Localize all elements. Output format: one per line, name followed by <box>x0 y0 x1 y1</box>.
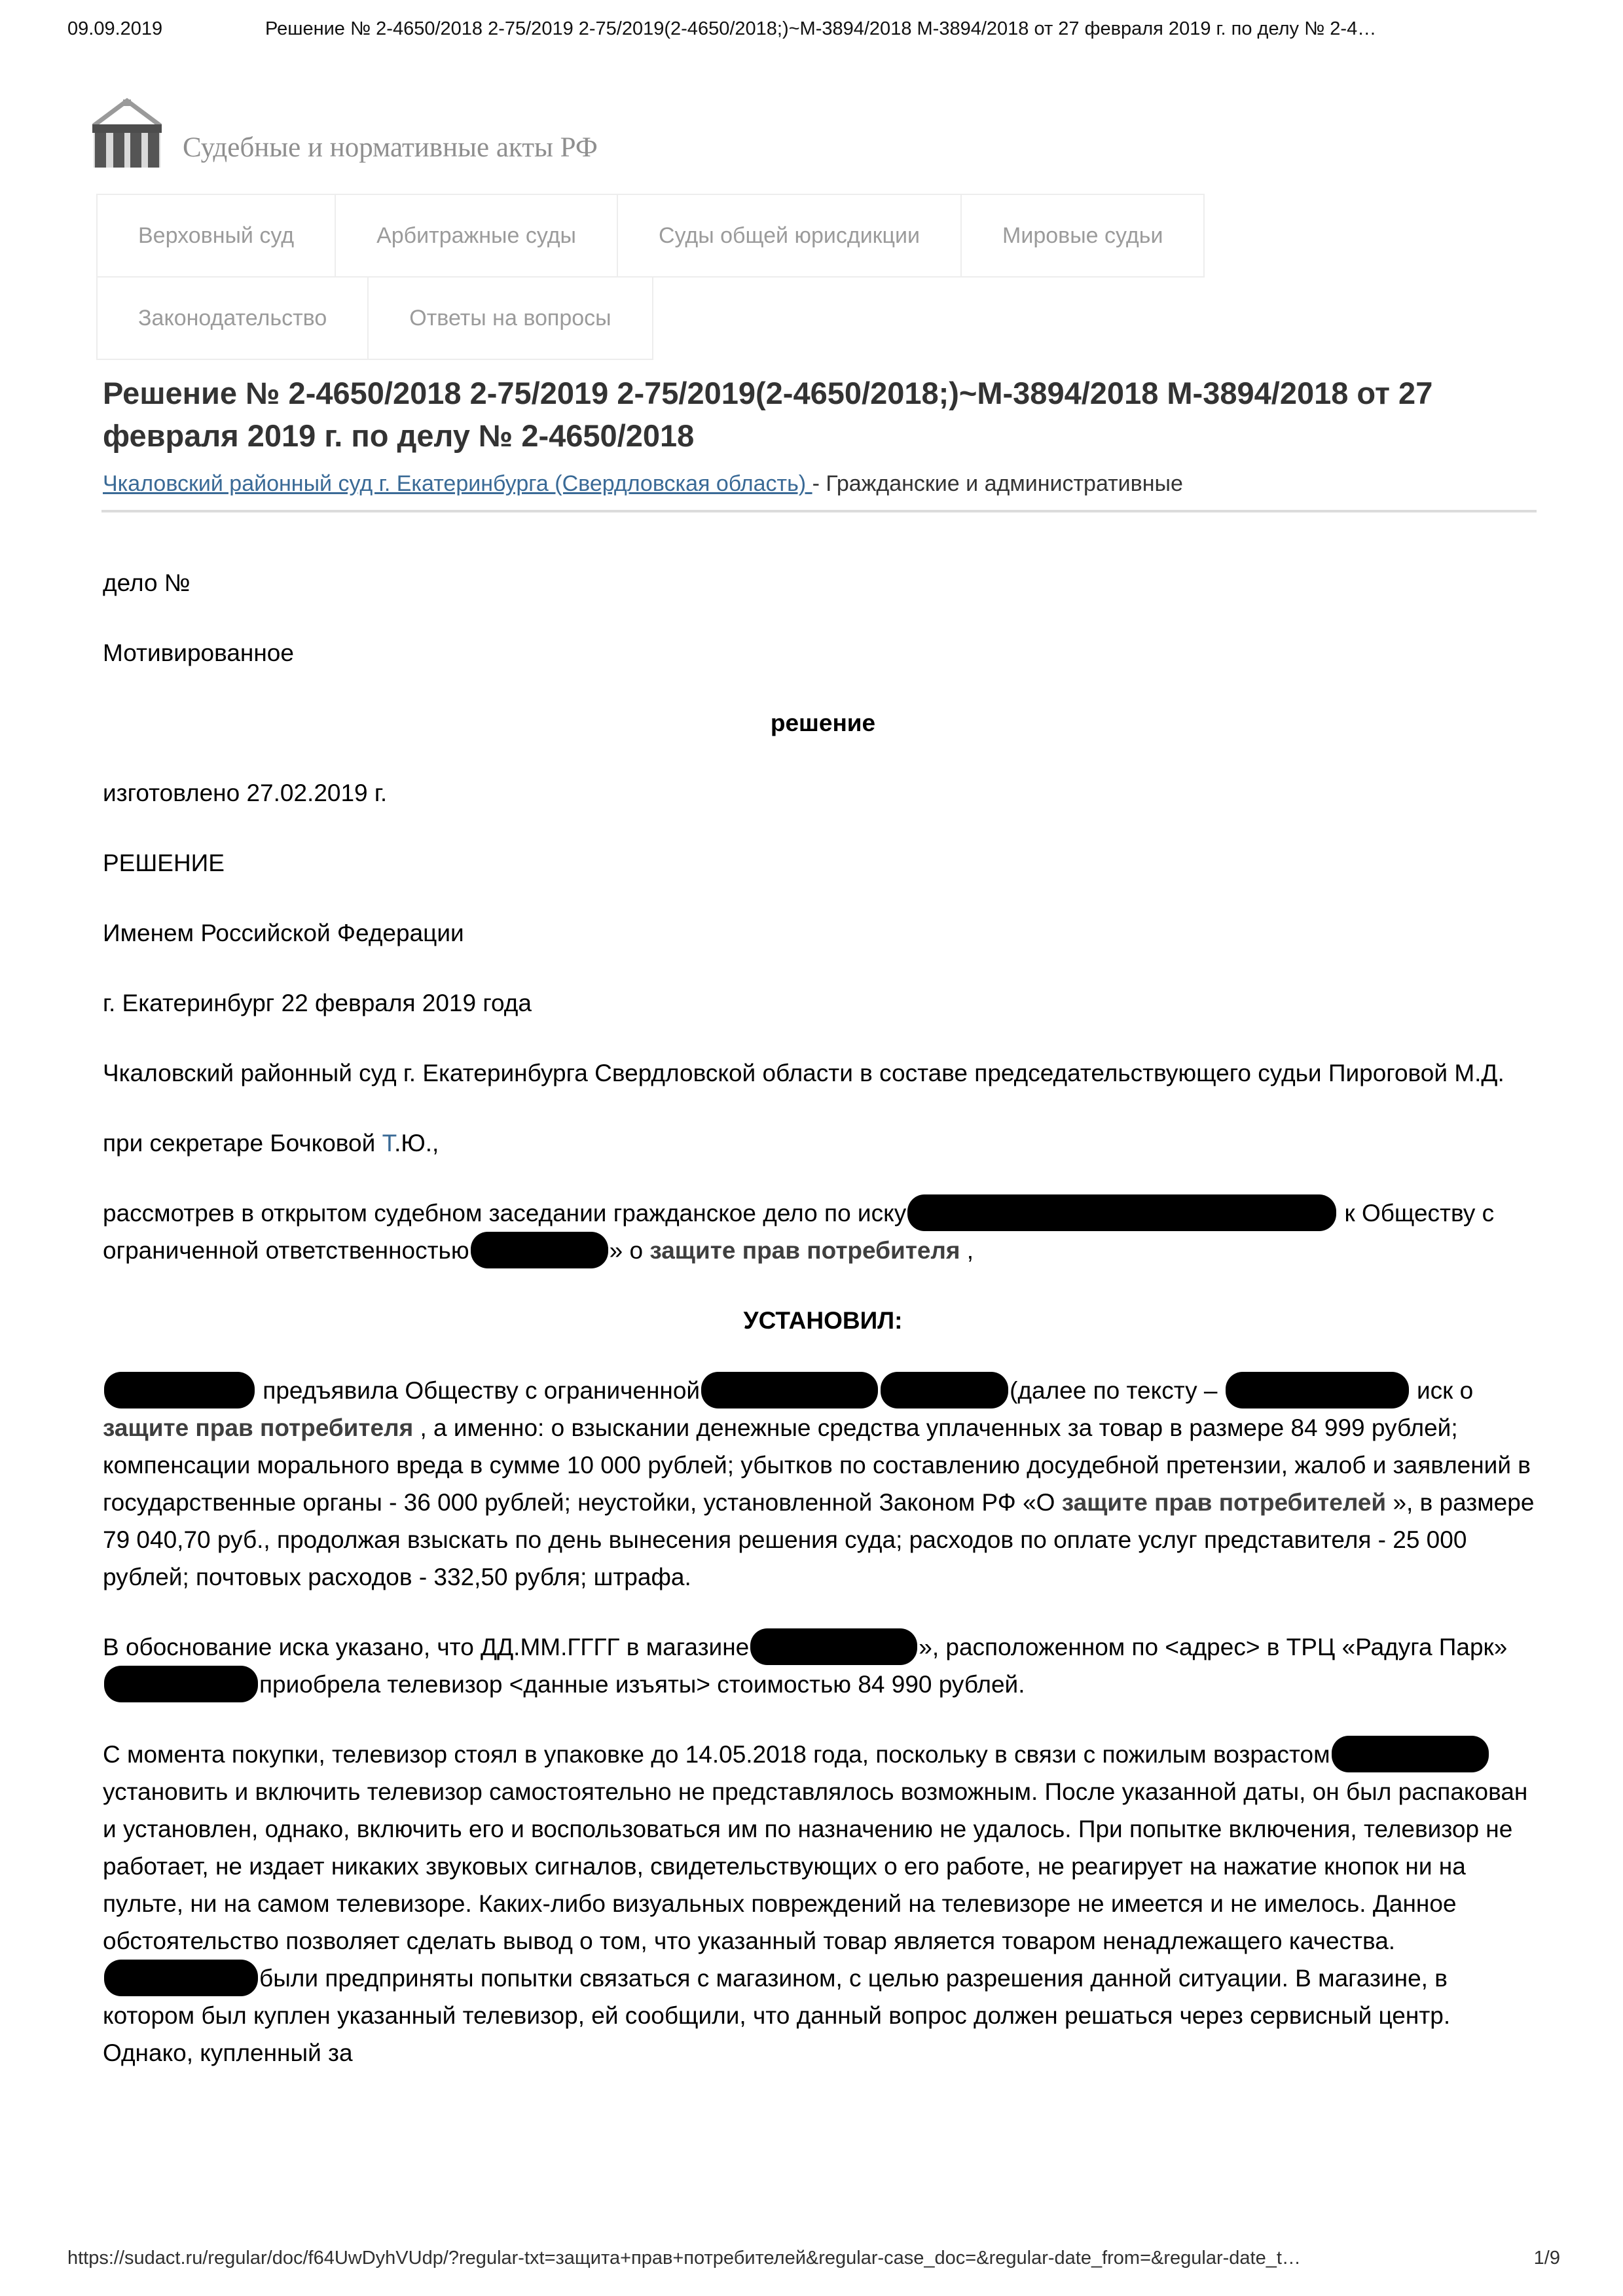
body-text: дело № <box>103 569 191 596</box>
nav-item[interactable]: Законодательство <box>96 276 369 360</box>
courthouse-icon <box>87 96 167 170</box>
court-link[interactable]: Чкаловский районный суд г. Екатеринбурга (Свердловская область) <box>103 471 812 496</box>
print-header-date: 09.09.2019 <box>67 18 163 39</box>
body-text: », в размере 79 040,70 руб., продолжая взыскать по день вынесения решения суда; расходов по оплате услуг представителя - 25 000 рублей; почтовых расходов - 332,50 рубля; штрафа. <box>103 1489 1535 1590</box>
body-text: установить и включить телевизор самостоятельно не представлялось возможным. После указанной даты, он был распакован и установлен, однако, включить его и воспользоваться им по назначению не удалось. При попытке включения, телевизор не работает, не издает никаких звуковых сигналов, свидетельствующих о его работе, не реагирует на нажатие кнопок ни на пульте, ни на самом телевизоре. Каких-либо визуальных повреждений на телевизоре не имеется и не имелось. Данное обстоятельство позволяет сделать вывод о том, что указанный товар является товаром ненадлежащего качества. <box>103 1778 1528 1954</box>
paragraph <box>103 984 1543 1022</box>
redacted-text <box>750 1628 917 1665</box>
emphasis-text: защите прав потребителя <box>649 1237 960 1264</box>
document-body <box>103 531 1543 2104</box>
paragraph <box>103 914 1543 952</box>
paragraph <box>103 1628 1543 1703</box>
redacted-text <box>1226 1372 1409 1408</box>
decision-title: Решение № 2-4650/2018 2-75/2019 2-75/2019(2-4650/2018;)~М-3894/2018 М-3894/2018 от 27 февраля 2019 г. по делу № 2-4650/2018 <box>103 376 1433 453</box>
nav-row-2 <box>96 276 1205 360</box>
case-category: - Гражданские и административные <box>812 471 1183 496</box>
redacted-text <box>1332 1736 1489 1772</box>
body-text: Мотивированное <box>103 639 294 666</box>
body-text: » о <box>609 1237 650 1264</box>
print-footer-page-number: 1/9 <box>1533 2248 1560 2269</box>
nav-item[interactable]: Арбитражные суды <box>335 194 618 278</box>
decision-subtitle <box>103 471 1183 497</box>
redacted-text <box>104 1666 258 1702</box>
print-header-title: Решение № 2-4650/2018 2-75/2019 2-75/2019(2-4650/2018;)~М-3894/2018 М-3894/2018 от 27 февраля 2019 г. по делу № 2-4… <box>265 18 1377 39</box>
emphasis-text: защите прав потребителя <box>103 1414 414 1441</box>
paragraph <box>103 1194 1543 1269</box>
paragraph <box>103 1372 1543 1596</box>
body-text: , а именно: о взыскании денежные средства уплаченных за товар в размере 84 999 рублей; компенсации морального вреда в сумме 10 000 рублей; убытков по составлению досудебной претензии, жалоб и заявлений в государственные органы - 36 000 рублей; неустойки, установленной Законом РФ «О <box>103 1414 1531 1516</box>
emphasis-text: защите прав потребителей <box>1061 1489 1387 1516</box>
paragraph <box>103 634 1543 672</box>
divider-line <box>101 510 1537 512</box>
paragraph <box>103 564 1543 601</box>
body-text: УСТАНОВИЛ: <box>743 1307 903 1334</box>
body-text: .Ю., <box>394 1130 439 1157</box>
redacted-text <box>701 1372 878 1408</box>
main-navigation <box>96 194 1205 360</box>
body-text: г. Екатеринбург 22 февраля 2019 года <box>103 990 532 1016</box>
site-logo[interactable] <box>87 96 598 170</box>
body-text: , <box>960 1237 974 1264</box>
body-text: приобрела телевизор <данные изъяты> стоимостью 84 990 рублей. <box>259 1671 1025 1698</box>
nav-row-1 <box>96 194 1205 278</box>
body-text: к Обществу с ограниченной ответственностью <box>103 1200 1495 1264</box>
redacted-text <box>104 1372 255 1408</box>
nav-item[interactable]: Ответы на вопросы <box>367 276 653 360</box>
nav-item[interactable]: Верховный суд <box>96 194 336 278</box>
redacted-text <box>471 1232 608 1268</box>
body-text: предъявила Обществу с ограниченной <box>256 1377 701 1404</box>
body-text: Именем Российской Федерации <box>103 920 464 946</box>
nav-item[interactable]: Суды общей юрисдикции <box>617 194 962 278</box>
print-footer-url: https://sudact.ru/regular/doc/f64UwDyhVUdp/?regular-txt=защита+прав+потребителей&regular-case_doc=&regular-date_from=&regular-date_t… <box>67 2248 1301 2269</box>
redacted-text <box>881 1372 1008 1408</box>
body-text: С момента покупки, телевизор стоял в упаковке до 14.05.2018 года, поскольку в связи с пожилым возрастом <box>103 1741 1330 1768</box>
body-text: РЕШЕНИЕ <box>103 850 225 876</box>
paragraph <box>103 1124 1543 1162</box>
body-text: изготовлено 27.02.2019 г. <box>103 780 388 806</box>
body-text: решение <box>770 709 876 736</box>
body-text: (далее по тексту – <box>1010 1377 1224 1404</box>
body-text: при секретаре Бочковой <box>103 1130 382 1157</box>
redacted-text <box>104 1960 258 1996</box>
body-text: », расположенном по <адрес> в ТРЦ «Радуга Парк» <box>919 1634 1508 1660</box>
paragraph <box>103 844 1543 882</box>
redacted-text <box>907 1194 1336 1231</box>
body-text: иск о <box>1410 1377 1474 1404</box>
person-initial-link[interactable]: Т <box>382 1130 395 1157</box>
paragraph <box>103 1054 1543 1092</box>
paragraph <box>103 1302 1543 1339</box>
paragraph <box>103 774 1543 812</box>
site-logo-text: Судебные и нормативные акты РФ <box>183 132 598 163</box>
body-text: рассмотрев в открытом судебном заседании гражданское дело по иску <box>103 1200 907 1227</box>
body-text: Чкаловский районный суд г. Екатеринбурга Свердловской области в составе председательствующего судьи Пироговой М.Д. <box>103 1060 1504 1086</box>
body-text: были предприняты попытки связаться с магазином, с целью разрешения данной ситуации. В магазине, в котором был куплен указанный телевизор, ей сообщили, что данный вопрос должен решаться через сервисный центр. Однако, купленный за <box>103 1965 1451 2066</box>
body-text: В обоснование иска указано, что ДД.ММ.ГГГГ в магазине <box>103 1634 750 1660</box>
nav-item[interactable]: Мировые судьи <box>960 194 1205 278</box>
paragraph <box>103 1736 1543 2072</box>
paragraph <box>103 704 1543 742</box>
